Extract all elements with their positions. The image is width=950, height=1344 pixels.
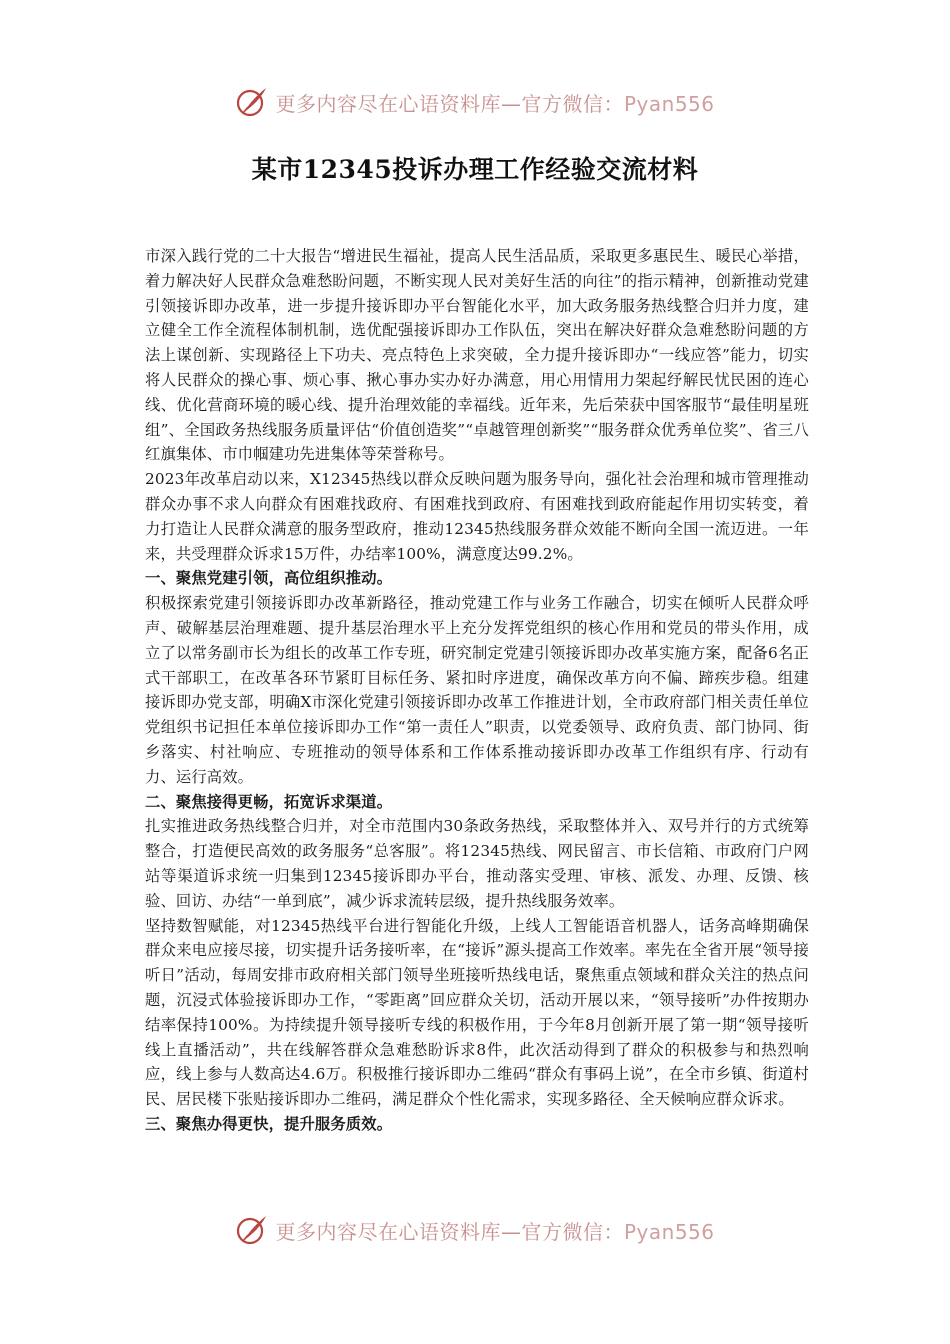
quill-logo-icon — [235, 1213, 269, 1247]
wechat-id: Pyan556 — [623, 91, 715, 116]
intro-paragraph-2: 2023年改革启动以来，X12345热线以群众反映问题为服务导向，强化社会治理和城市管理推动群众办事不求人向群众有困难找政府、有困难找到政府、有困难找到政府能起作用切实转变，着力打造让人民群众满意的服务型政府，推动12345热线服务群众效能不断向全国一流迈进。一年来，共受理群众诉求15万件，办结率100%，满意度达99.2%。 — [145, 470, 809, 563]
watermark-text — [275, 1216, 714, 1245]
intro-paragraph-1: 市深入践行党的二十大报告“增进民生福祉，提高人民生活品质，采取更多惠民生、暖民心举措，着力解决好人民群众急难愁盼问题，不断实现人民对美好生活的向往”的指示精神，创新推动党建引领接诉即办改革，进一步提升接诉即办平台智能化水平，加大政务服务热线整合归并力度，建立健全工作全流程体制机制，选优配强接诉即办工作队伍，突出在解决好群众急难愁盼问题的方法上谋创新、实现路径上下功夫、亮点特色上求突破，全力提升接诉即办“一线应答”能力，切实将人民群众的操心事、烦心事、揪心事办实办好办满意，用心用情用力架起纾解民忧民困的连心线、优化营商环境的暖心线、提升治理效能的幸福线。近年来，先后荣获中国客服节“最佳明星班组”、全国政务热线服务质量评估“价值创造奖”“卓越管理创新奖”“服务群众优秀单位奖”、省三八红旗集体、市巾帼建功先进集体等荣誉称号。 — [145, 247, 809, 464]
section-heading-3: 三、聚焦办得更快，提升服务质效。 — [145, 1114, 393, 1133]
section-2-paragraph-b: 坚持数智赋能，对12345热线平台进行智能化升级，上线人工智能语音机器人，话务高峰期确保群众来电应接尽接，切实提升话务接听率，在“接诉”源头提高工作效率。率先在全省开展“领导接听日”活动，每周安排市政府相关部门领导坐班接听热线电话，聚焦重点领域和群众关注的热点问题，沉浸式体验接诉即办工作，“零距离”回应群众关切，活动开展以来，“领导接听”办件按期办结率保持100%。为持续提升领导接听专线的积极作用，于今年8月创新开展了第一期“领导接听线上直播活动”，共在线解答群众急难愁盼诉求8件，此次活动得到了群众的积极参与和热烈响应，线上参与人数高达4.6万。积极推行接诉即办二维码“群众有事码上说”，在全市乡镇、街道村民、居民楼下张贴接诉即办二维码，满足群众个性化需求，实现多路径、全天候响应群众诉求。 — [145, 916, 809, 1109]
watermark-text — [275, 88, 714, 117]
wechat-id: Pyan556 — [623, 1219, 715, 1244]
header-watermark-banner — [0, 82, 950, 122]
section-heading-1: 一、聚焦党建引领，高位组织推动。 — [145, 569, 393, 588]
quill-logo-icon — [235, 85, 269, 119]
watermark-prefix: 更多内容尽在心语资料库—官方微信： — [275, 1219, 624, 1244]
section-2-paragraph-a: 扎实推进政务热线整合归并，对全市范围内30条政务热线，采取整体并入、双号并行的方式统筹整合，打造便民高效的政务服务“总客服”。将12345热线、网民留言、市长信箱、市政府门户网站等渠道诉求统一归集到12345接诉即办平台，推动落实受理、审核、派发、办理、反馈、核验、回访、办结“一单到底”，减少诉求流转层级，提升热线服务效率。 — [145, 817, 809, 910]
section-heading-2: 二、聚焦接得更畅，拓宽诉求渠道。 — [145, 792, 393, 811]
section-1-paragraph: 积极探索党建引领接诉即办改革新路径，推动党建工作与业务工作融合，切实在倾听人民群众呼声、破解基层治理难题、提升基层治理水平上充分发挥党组织的核心作用和党员的带头作用，成立了以常务副市长为组长的改革工作专班，研究制定党建引领接诉即办改革实施方案，配备6名正式干部职工，在改革各环节紧盯目标任务、紧扣时序进度，确保改革方向不偏、蹄疾步稳。组建接诉即办党支部，明确X市深化党建引领接诉即办改革工作推进计划，全市政府部门相关责任单位党组织书记担任本单位接诉即办工作“第一责任人”职责，以党委领导、政府负责、部门协同、街乡落实、村社响应、专班推动的领导体系和工作体系推动接诉即办改革工作组织有序、行动有力、运行高效。 — [145, 594, 809, 786]
document-title: 某市12345投诉办理工作经验交流材料 — [251, 155, 699, 184]
watermark-prefix: 更多内容尽在心语资料库—官方微信： — [275, 91, 624, 116]
document-body — [145, 244, 809, 1137]
footer-watermark-banner — [0, 1210, 950, 1250]
